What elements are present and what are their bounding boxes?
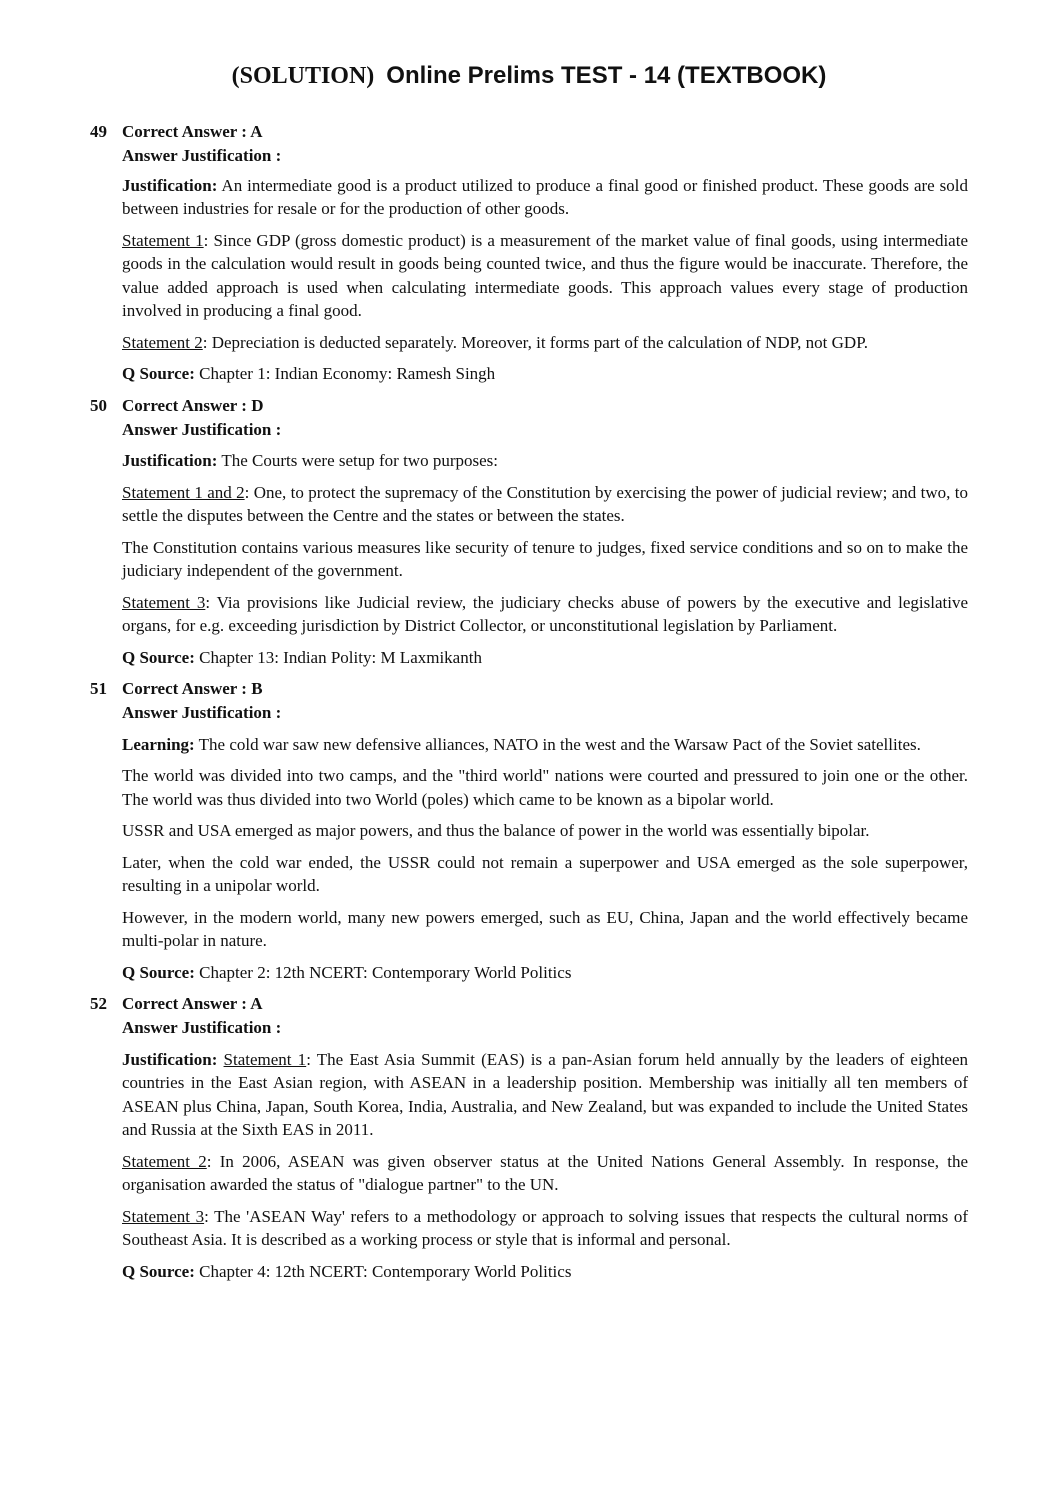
question-block	[90, 394, 968, 670]
question-source	[122, 961, 968, 985]
paragraph	[122, 819, 968, 843]
statement-label: Statement 1	[122, 230, 204, 250]
question-header	[90, 394, 968, 418]
question-source	[122, 646, 968, 670]
paragraph-text: The cold war saw new defensive alliances, NATO in the west and the Warsaw Pact of the Soviet satellites.	[194, 734, 921, 754]
paragraph-text: : Via provisions like Judicial review, the judiciary checks abuse of powers by the executive and legislative organs, for e.g. exceeding jurisdiction by District Collector, or unconstitutional legislation by Parliament.	[122, 592, 969, 635]
document-title	[0, 62, 1058, 90]
paragraph-text: Later, when the cold war ended, the USSR could not remain a superpower and USA emerged as the sole superpower, resulting in a unipolar world.	[122, 852, 968, 895]
question-number: 52	[90, 994, 107, 1013]
statement-label: Statement 2	[122, 332, 203, 352]
paragraph-text: : Since GDP (gross domestic product) is a measurement of the market value of final goods, using intermediate goods in the calculation would result in goods being counted twice, and thus the figure would be inaccurate. Therefore, the value added approach is used when calculating intermediate goods. This approach values every stage of production involved in producing a final good.	[122, 230, 968, 320]
paragraph-label: Justification:	[122, 1049, 218, 1069]
question-block	[90, 677, 968, 984]
question-source	[122, 1260, 968, 1284]
answer-justification-heading: Answer Justification :	[122, 146, 282, 165]
source-label: Q Source:	[122, 364, 195, 383]
paragraph-label: Learning:	[122, 734, 195, 754]
title-prefix: (SOLUTION)	[231, 63, 375, 89]
paragraph	[122, 174, 968, 221]
paragraph-text: USSR and USA emerged as major powers, and thus the balance of power in the world was essentially bipolar.	[122, 821, 870, 840]
question-source	[122, 362, 968, 386]
paragraph-text: : Depreciation is deducted separately. Moreover, it forms part of the calculation of NDP, not GDP.	[202, 332, 869, 352]
question-block	[90, 992, 968, 1283]
paragraph	[122, 851, 968, 898]
paragraph-text: The world was divided into two camps, and the "third world" nations were courted and pressured to join one or the other. The world was thus divided into two World (poles) which came to be known as a bipolar world.	[122, 766, 968, 809]
paragraph	[122, 733, 968, 757]
source-label: Q Source:	[122, 647, 195, 667]
paragraph	[122, 1048, 968, 1142]
paragraph	[122, 1150, 968, 1197]
source-label: Q Source:	[122, 1261, 195, 1281]
source-label: Q Source:	[122, 962, 195, 982]
paragraph	[122, 764, 968, 811]
question-number: 49	[90, 122, 107, 141]
paragraph	[122, 1205, 968, 1252]
correct-answer: Correct Answer : B	[122, 679, 263, 698]
paragraph-text: : One, to protect the supremacy of the Constitution by exercising the power of judicial review; and two, to settle the disputes between the Centre and the states or between the states.	[122, 482, 969, 525]
question-header	[90, 992, 968, 1016]
question-header	[90, 120, 968, 144]
paragraph	[122, 906, 968, 953]
paragraph-text: An intermediate good is a product utilized to produce a final good or finished product. These goods are sold between industries for resale or for the production of other goods.	[122, 175, 968, 218]
paragraph-text: However, in the modern world, many new powers emerged, such as EU, China, Japan and the world effectively became multi-polar in nature.	[122, 907, 968, 950]
question-number: 51	[90, 679, 107, 698]
source-text: Chapter 13: Indian Polity: M Laxmikanth	[194, 647, 482, 667]
correct-answer: Correct Answer : D	[122, 395, 264, 415]
statement-label: Statement 2	[122, 1151, 207, 1171]
paragraph-text: The Constitution contains various measures like security of tenure to judges, fixed service conditions and so on to make the judiciary independent of the government.	[122, 537, 968, 580]
paragraph	[122, 229, 968, 323]
answer-justification-heading: Answer Justification :	[122, 419, 282, 439]
statement-label: Statement 1 and 2	[122, 482, 245, 502]
paragraph-text: The Courts were setup for two purposes:	[217, 451, 498, 470]
paragraph	[122, 591, 968, 638]
paragraph-text: : The 'ASEAN Way' refers to a methodology or approach to solving issues that respects the cultural norms of Southeast Asia. It is described as a working process or style that is informal and personal.	[122, 1206, 969, 1249]
paragraph-label: Justification:	[122, 175, 218, 195]
statement-label: Statement 3	[122, 592, 206, 612]
question-block	[90, 120, 968, 386]
statement-label: Statement 3	[122, 1206, 205, 1226]
paragraph-text: : The East Asia Summit (EAS) is a pan-Asian forum held annually by the leaders of eighteen countries in the East Asian region, with ASEAN in a leadership position. Membership was initially all ten members of ASEAN plus China, Japan, South Korea, India, Australia, and New Zealand, but was expanded to include the United States and Russia at the Sixth EAS in 2011.	[122, 1049, 969, 1139]
paragraph	[122, 449, 968, 473]
source-text: Chapter 1: Indian Economy: Ramesh Singh	[194, 364, 496, 383]
paragraph	[122, 481, 968, 528]
paragraph	[122, 536, 968, 583]
statement-label: Statement 1	[223, 1049, 307, 1069]
solutions-list	[90, 120, 968, 1291]
question-number: 50	[90, 395, 107, 415]
source-text: Chapter 2: 12th NCERT: Contemporary World Politics	[194, 962, 572, 982]
answer-justification-heading: Answer Justification :	[122, 1018, 282, 1037]
answer-justification-heading: Answer Justification :	[122, 703, 282, 722]
source-text: Chapter 4: 12th NCERT: Contemporary World Politics	[194, 1261, 572, 1281]
paragraph	[122, 331, 968, 355]
paragraph-text: : In 2006, ASEAN was given observer status at the United Nations General Assembly. In response, the organisation awarded the status of "dialogue partner" to the UN.	[122, 1151, 969, 1194]
question-header	[90, 677, 968, 701]
correct-answer: Correct Answer : A	[122, 122, 263, 141]
paragraph-label: Justification:	[122, 451, 218, 470]
correct-answer: Correct Answer : A	[122, 994, 263, 1013]
title-main: Online Prelims TEST - 14 (TEXTBOOK)	[386, 62, 827, 89]
